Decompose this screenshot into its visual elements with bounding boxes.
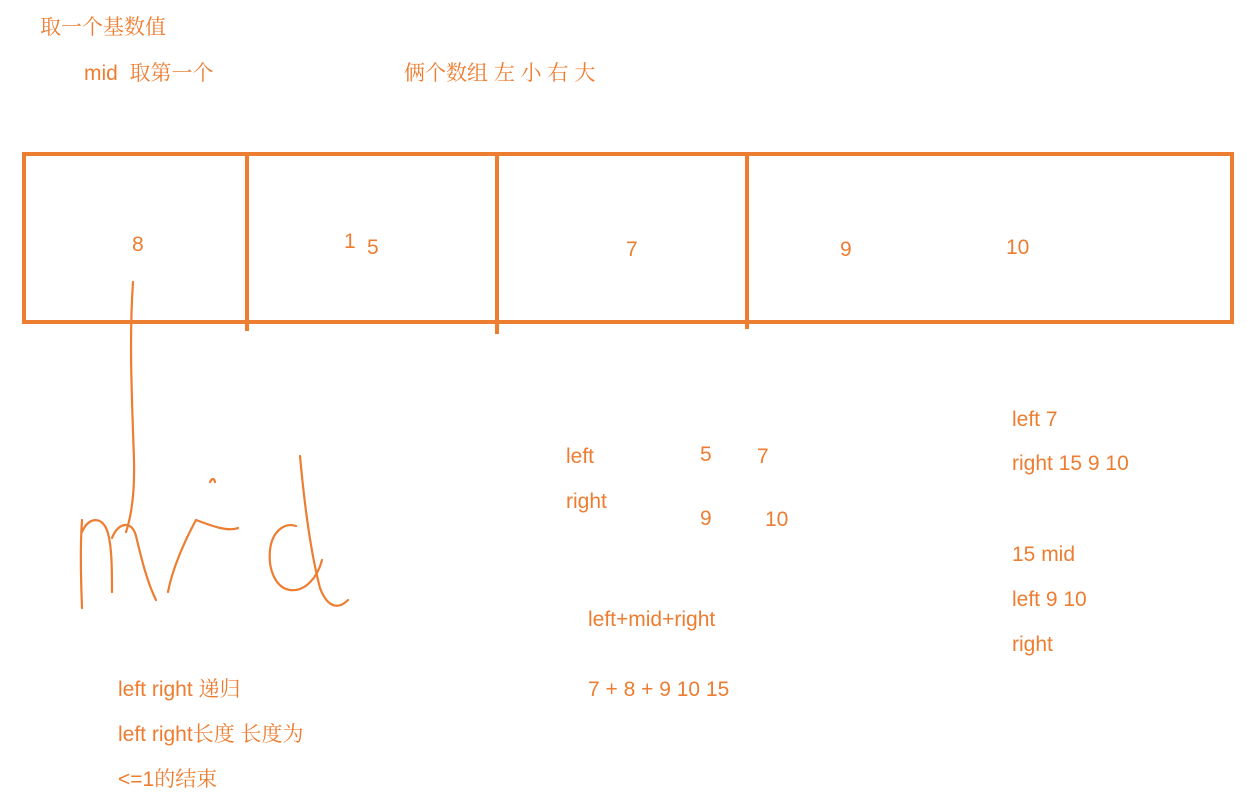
formula-result: 7 + 8 + 9 10 15 bbox=[588, 678, 730, 701]
left-value: 7 bbox=[757, 445, 769, 468]
label-left: left bbox=[566, 445, 595, 468]
bottom-note-line-1: left right 递归 bbox=[118, 678, 241, 701]
array-divider-3 bbox=[745, 152, 749, 329]
formula-expression: left+mid+right bbox=[588, 608, 716, 631]
bottom-note-line-3: <=1的结束 bbox=[118, 768, 218, 791]
handwritten-mid-sketch bbox=[60, 270, 480, 630]
right-value: 9 bbox=[700, 507, 712, 530]
note-two-arrays: 俩个数组 左 小 右 大 bbox=[404, 62, 596, 85]
right-note-line-2: right 15 9 10 bbox=[1012, 452, 1129, 475]
left-value: 5 bbox=[700, 443, 712, 466]
right-note-line-3: 15 mid bbox=[1012, 543, 1076, 566]
right-note-line-4: left 9 10 bbox=[1012, 588, 1087, 611]
array-cell-value: 1 bbox=[344, 230, 356, 253]
note-mid-first: mid 取第一个 bbox=[84, 62, 214, 85]
right-note-line-5: right bbox=[1012, 633, 1053, 656]
array-cell-value: 10 bbox=[1006, 236, 1030, 259]
array-cell-value: 5 bbox=[367, 236, 379, 259]
array-cell-value: 7 bbox=[626, 238, 638, 261]
right-value: 10 bbox=[765, 508, 789, 531]
array-cell-value: 9 bbox=[840, 238, 852, 261]
right-note-line-1: left 7 bbox=[1012, 408, 1058, 431]
label-right: right bbox=[566, 490, 607, 513]
array-divider-2 bbox=[495, 156, 499, 334]
note-base-value: 取一个基数值 bbox=[40, 16, 166, 39]
array-cell-value: 8 bbox=[132, 233, 144, 256]
bottom-note-line-2: left right长度 长度为 bbox=[118, 723, 304, 746]
